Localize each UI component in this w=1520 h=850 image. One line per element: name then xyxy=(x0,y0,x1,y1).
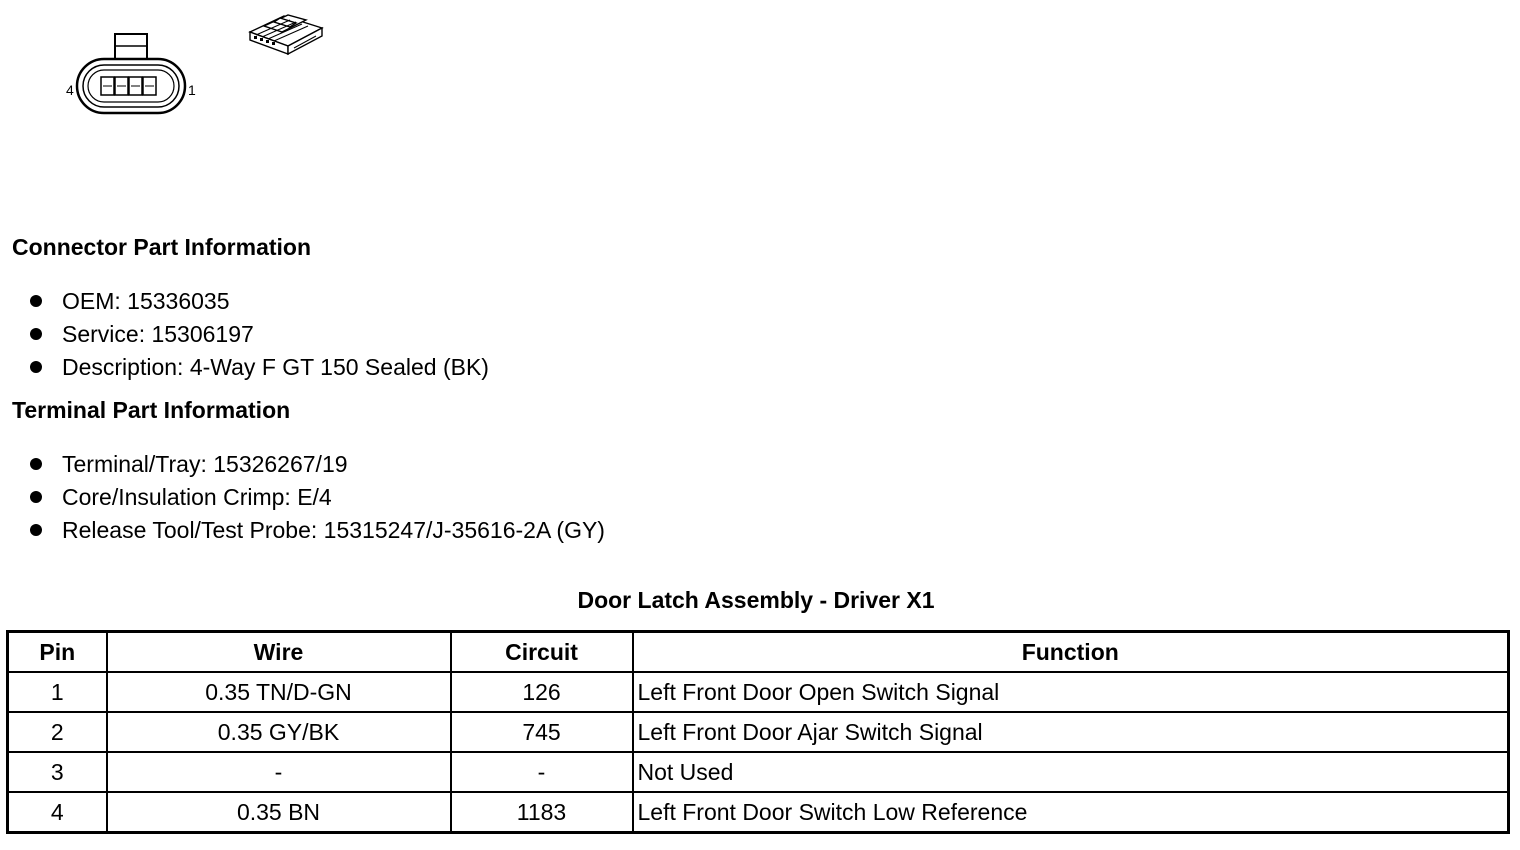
cell-circuit: - xyxy=(451,752,633,792)
terminal-info-heading: Terminal Part Information xyxy=(12,397,291,423)
terminal-info-item: Terminal/Tray: 15326267/19 xyxy=(30,448,605,481)
connector-info-item: Service: 15306197 xyxy=(30,318,489,351)
connector-info-item: OEM: 15336035 xyxy=(30,285,489,318)
cell-function: Left Front Door Open Switch Signal xyxy=(633,672,1509,712)
cell-pin: 2 xyxy=(8,712,107,752)
cell-function: Not Used xyxy=(633,752,1509,792)
header-circuit: Circuit xyxy=(451,632,633,673)
header-wire: Wire xyxy=(107,632,451,673)
pin-label-4: 4 xyxy=(66,82,74,98)
table-title: Door Latch Assembly - Driver X1 xyxy=(577,587,935,613)
cell-circuit: 745 xyxy=(451,712,633,752)
cell-function: Left Front Door Ajar Switch Signal xyxy=(633,712,1509,752)
table-row xyxy=(8,712,1509,752)
cell-circuit: 1183 xyxy=(451,792,633,833)
pin-label-1: 1 xyxy=(188,82,196,98)
cell-wire: 0.35 BN xyxy=(107,792,451,833)
cell-function: Left Front Door Switch Low Reference xyxy=(633,792,1509,833)
header-pin: Pin xyxy=(8,632,107,673)
header-function: Function xyxy=(633,632,1509,673)
cell-wire: - xyxy=(107,752,451,792)
connector-info-heading: Connector Part Information xyxy=(12,234,312,260)
cell-pin: 1 xyxy=(8,672,107,712)
cell-wire: 0.35 GY/BK xyxy=(107,712,451,752)
connector-isometric-icon xyxy=(244,8,330,58)
table-row xyxy=(8,672,1509,712)
table-header-row xyxy=(8,632,1509,673)
connector-info-item: Description: 4-Way F GT 150 Sealed (BK) xyxy=(30,351,489,384)
table-row xyxy=(8,752,1509,792)
cell-pin: 4 xyxy=(8,792,107,833)
cell-circuit: 126 xyxy=(451,672,633,712)
pinout-table xyxy=(6,630,1510,834)
terminal-info-item: Core/Insulation Crimp: E/4 xyxy=(30,481,605,514)
connector-face-diagram xyxy=(60,30,210,122)
table-row xyxy=(8,792,1509,833)
terminal-info-list xyxy=(30,448,605,547)
cell-wire: 0.35 TN/D-GN xyxy=(107,672,451,712)
cell-pin: 3 xyxy=(8,752,107,792)
connector-info-list xyxy=(30,285,489,384)
terminal-info-item: Release Tool/Test Probe: 15315247/J-35616-2A (GY) xyxy=(30,514,605,547)
